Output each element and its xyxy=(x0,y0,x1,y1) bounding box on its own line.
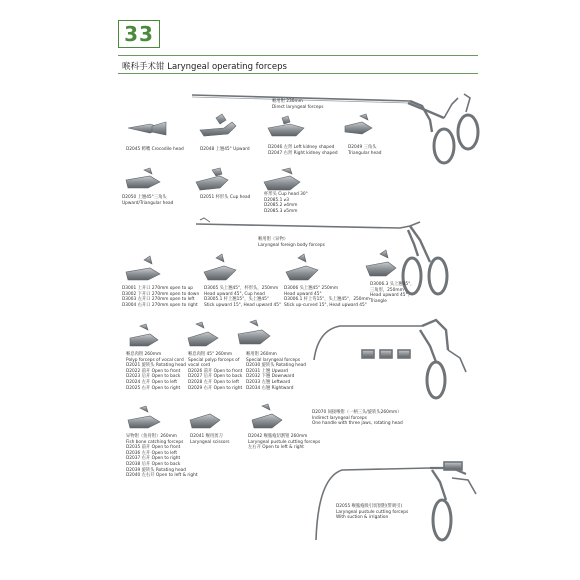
jaw-detail-icons-row1 xyxy=(128,114,372,136)
caption-d3001: D3001 上开口 270mm open to up D3002 下开口 270mm open to down D3003 左开口 270mm open to left D3004 右开口 270mm open to right xyxy=(122,286,200,308)
caption-cup-head: 杯形头 Cup head 30° D2085.1 ⌀3 D2085.2 ⌀4mm D2085.3 ⌀5mm xyxy=(264,192,308,214)
jaw-detail-icons-row2 xyxy=(126,168,300,190)
caption-d2051: D2051 杯形头 Cup head xyxy=(200,195,251,200)
caption-direct-forceps: 喉用钳 230mm Direct laryngeal forceps xyxy=(272,99,324,110)
suction-forceps-illustration xyxy=(316,462,476,540)
caption-d3006-3: D3006.3 头上翘45°， 三角形，250mm Head upward 45°, Triangle xyxy=(370,282,415,304)
indirect-forceps-illustration xyxy=(314,320,466,398)
caption-polyp: 喉息肉钳 260mm Polyp forceps of vocal cord D2021 旋转头 Rotating head D2022 前开 Open to front D2023 后开 Open to back D2024 左开 Open to left D2025 右开 Open to right xyxy=(126,352,187,391)
caption-d2045: D2045 鳄嘴 Crocodile head xyxy=(126,147,184,152)
caption-d2070: D2070 间接喉钳（一柄三头/旋转头260mm） Indirect laryngeal forceps One handle with three jaws, rotating head xyxy=(312,410,403,427)
caption-d3006: D3006 头上翘45° 250mm Head upward 45° D3006.1 杆上弯15°，头上翘45°，250mm Stick up-curved 15°, Head upward 45° xyxy=(284,286,370,308)
caption-d2042: D2042 喉脓疱切割钳 260mm Laryngeal pustule cutting forceps 左右开 Open to left & right xyxy=(248,434,321,451)
caption-d2048: D2048 上翘45° Upward xyxy=(200,147,250,152)
caption-special-polyp: 喉息肉钳 45° 260mm Special polyp forceps of vocal cord D2026 前开 Open to front D2027 后开 Open to back D2028 左开 Open to left D2029 右开 Open to right xyxy=(188,352,243,391)
jaw-detail-icons-row3 xyxy=(126,250,396,280)
caption-d3005: D3005 头上翘45°，杯形头，250mm Head upward 45°, Cup head D3005.1 杆上翘15°，头上翘45° Stick upward 15°, Head upward 45° xyxy=(204,286,282,308)
jaw-detail-icons-row4 xyxy=(130,320,270,346)
jaw-detail-icons-row5 xyxy=(128,404,282,428)
caption-d2046: D2046 左肾 Left kidney shaped D2047 右肾 Right kidney shaped xyxy=(268,145,338,156)
caption-d2041: D2041 喉用剪刀 Laryngeal scissors xyxy=(190,434,230,445)
caption-d2049: D2049 三角头 Triangular head xyxy=(348,145,382,156)
section-title: 喉科手术钳 Laryngeal operating forceps xyxy=(122,62,287,72)
caption-d2050: D2050 上翘45°三角头 Upward/Triangular head xyxy=(122,195,174,206)
caption-special-forceps: 喉用钳 260mm Special laryngeal forceps D2030 旋转头 Rotating head D2031 上翘 Upward D2032 下翘 Downward D2033 左翘 Leftward D2034 右翘 Rightward xyxy=(246,352,307,391)
caption-d2055: D2055 喉脓疱吸引切割钳(带吸引) Laryngeal pustule cutting forceps With suction & irrigation xyxy=(336,504,409,521)
caption-foreign-body: 喉用钳（异物） Laryngeal foreign body forceps xyxy=(258,237,325,248)
caption-fish-bone: 异物钳（鱼骨钳）260mm Fish bone catching forceps D2035 前开 Open to front D2036 左开 Open to left D2037 右开 Open to right D2038 后开 Open to back D2039 旋转头 Rotating head D2040 左右开 Open to left & right xyxy=(126,434,198,479)
page-number: 33 xyxy=(118,20,160,48)
